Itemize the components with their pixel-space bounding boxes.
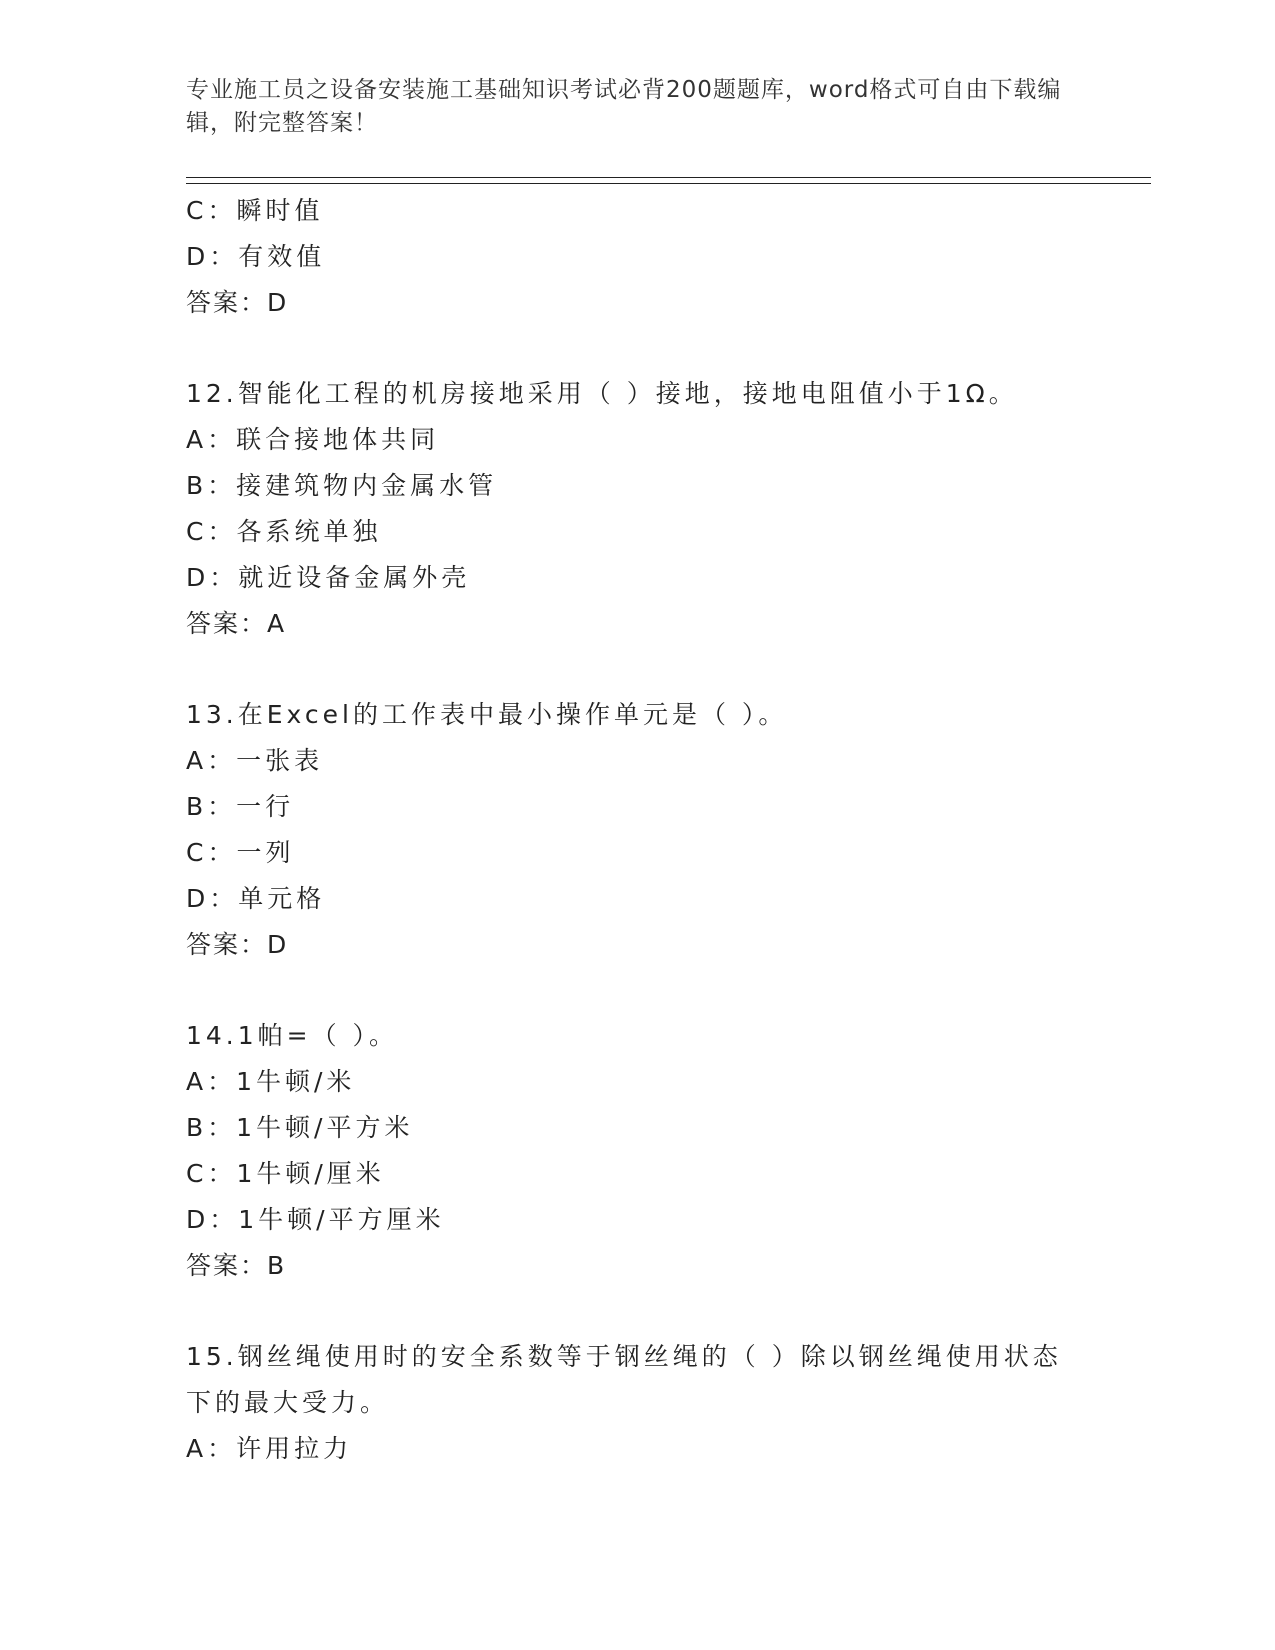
option-b: B：一行 bbox=[186, 792, 295, 821]
question-block bbox=[186, 692, 1086, 968]
question-text: 14.1帕=（ ）。 bbox=[186, 1021, 399, 1050]
document-header: 专业施工员之设备安装施工基础知识考试必背200题题库，word格式可自由下载编辑，附完整答案！ bbox=[186, 77, 1062, 136]
question-list bbox=[186, 188, 1086, 1472]
option-a: A：一张表 bbox=[186, 746, 324, 775]
option-b: B：接建筑物内金属水管 bbox=[186, 471, 498, 500]
option-c: C：一列 bbox=[186, 838, 295, 867]
option-c: C：瞬时值 bbox=[186, 196, 324, 225]
question-block bbox=[186, 1334, 1086, 1472]
question-text: 12.智能化工程的机房接地采用（ ）接地，接地电阻值小于1Ω。 bbox=[186, 379, 1018, 408]
option-c: C：各系统单独 bbox=[186, 517, 382, 546]
answer-line: 答案：D bbox=[186, 288, 289, 317]
question-text: 15.钢丝绳使用时的安全系数等于钢丝绳的（ ）除以钢丝绳使用状态下的最大受力。 bbox=[186, 1342, 1062, 1417]
option-d: D：1牛顿/平方厘米 bbox=[186, 1205, 445, 1234]
option-c: C：1牛顿/厘米 bbox=[186, 1159, 385, 1188]
option-d: D：单元格 bbox=[186, 884, 326, 913]
answer-line: 答案：A bbox=[186, 609, 287, 638]
header-divider bbox=[186, 177, 1151, 184]
answer-line: 答案：D bbox=[186, 930, 289, 959]
option-d: D：有效值 bbox=[186, 242, 326, 271]
option-a: A：联合接地体共同 bbox=[186, 425, 440, 454]
question-block bbox=[186, 188, 1086, 326]
option-a: A：许用拉力 bbox=[186, 1434, 353, 1463]
option-b: B：1牛顿/平方米 bbox=[186, 1113, 414, 1142]
option-d: D：就近设备金属外壳 bbox=[186, 563, 471, 592]
question-block bbox=[186, 1013, 1086, 1289]
option-a: A：1牛顿/米 bbox=[186, 1067, 356, 1096]
answer-line: 答案：B bbox=[186, 1251, 287, 1280]
question-block bbox=[186, 371, 1086, 647]
question-text: 13.在Excel的工作表中最小操作单元是（ ）。 bbox=[186, 700, 788, 729]
